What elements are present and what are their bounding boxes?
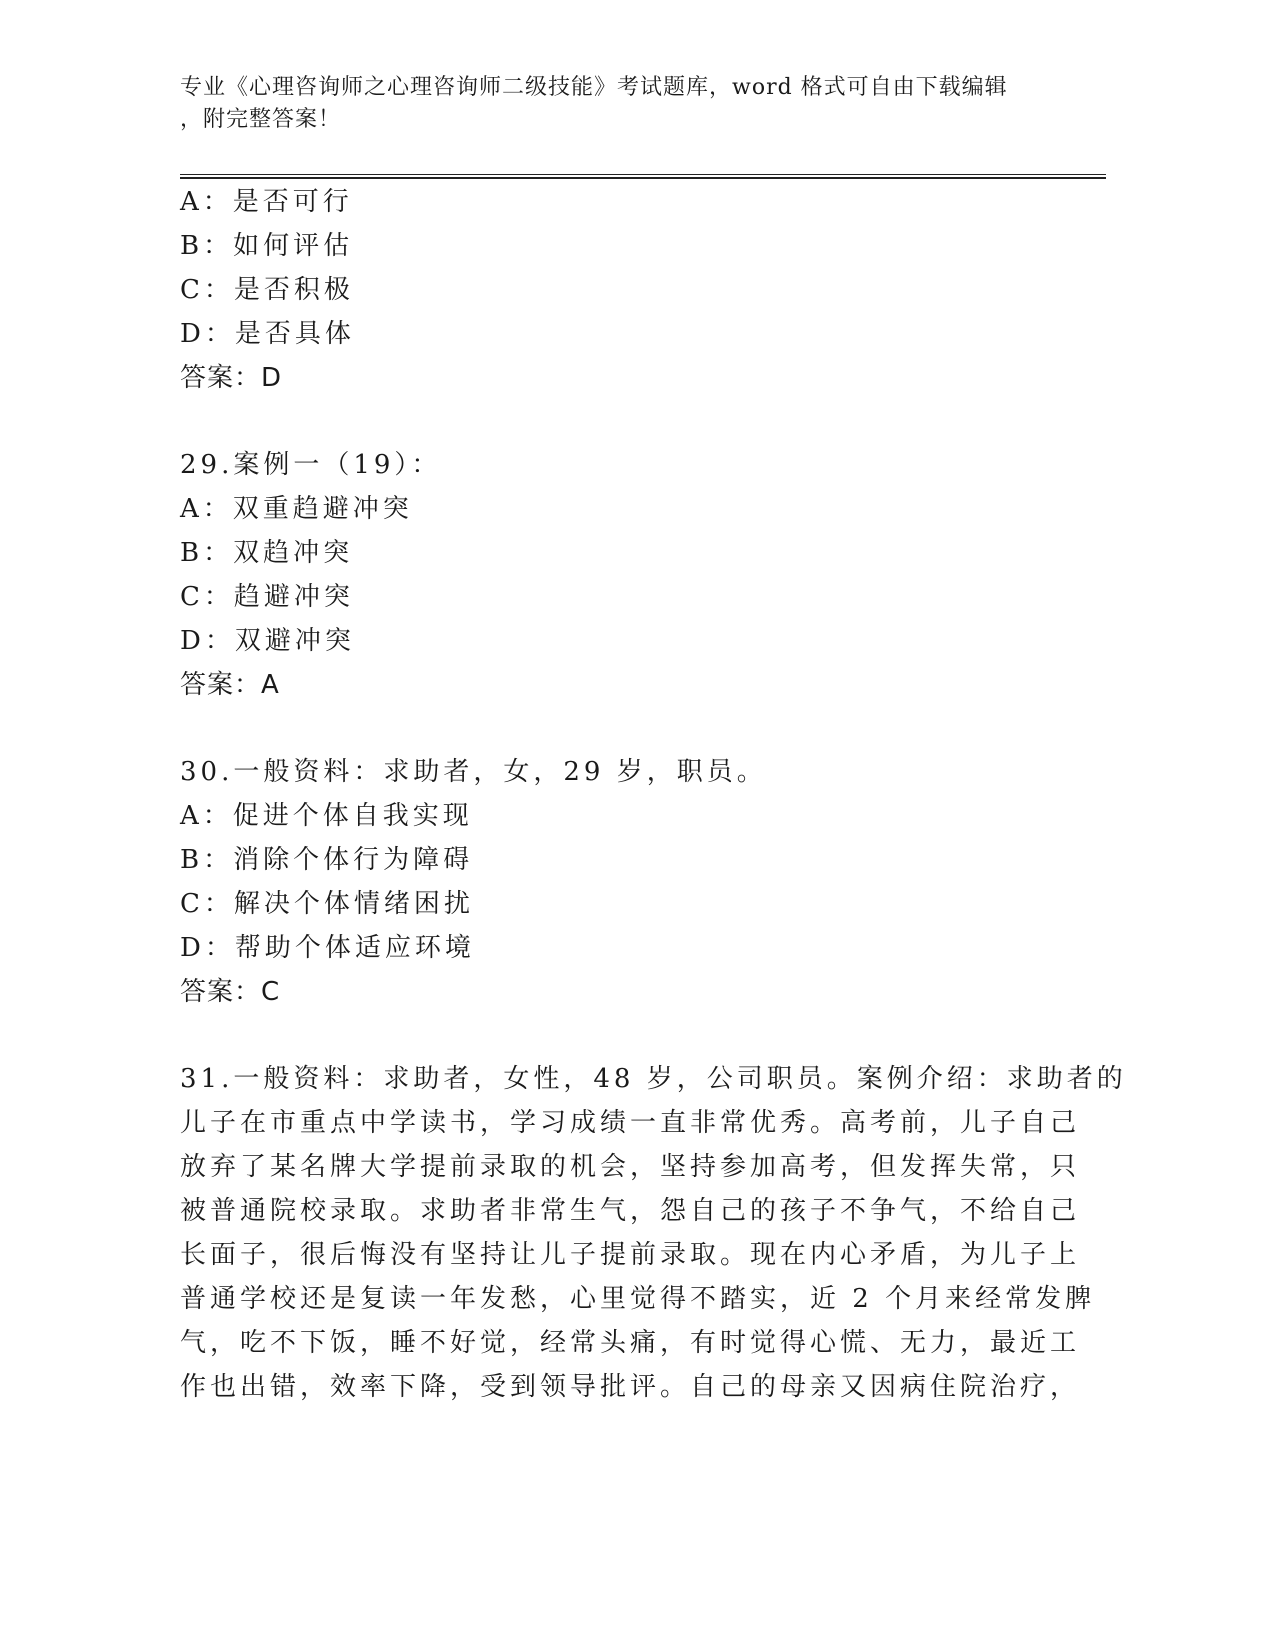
option-a: A：双重趋避冲突 — [180, 494, 413, 524]
option-d: D：帮助个体适应环境 — [180, 933, 475, 963]
paragraph-line: 作也出错，效率下降，受到领导批评。自己的母亲又因病住院治疗， — [180, 1372, 1081, 1402]
spacer — [180, 1014, 1040, 1057]
paragraph-line: 儿子在市重点中学读书，学习成绩一直非常优秀。高考前，儿子自己 — [180, 1108, 1081, 1138]
spacer — [180, 400, 1040, 443]
question-29 — [180, 443, 1040, 707]
answer: 答案：D — [180, 363, 283, 393]
option-d: D：是否具体 — [180, 319, 355, 349]
paragraph-line: 放弃了某名牌大学提前录取的机会，坚持参加高考，但发挥失常，只 — [180, 1152, 1081, 1182]
header-divider — [180, 174, 1106, 179]
paragraph-line: 气，吃不下饭，睡不好觉，经常头痛，有时觉得心慌、无力，最近工 — [180, 1328, 1081, 1358]
header-line-2: ，附完整答案！ — [180, 107, 342, 132]
spacer — [180, 707, 1040, 750]
option-d: D：双避冲突 — [180, 626, 355, 656]
option-a: A：是否可行 — [180, 187, 353, 217]
question-text: 30.一般资料：求助者，女，29 岁，职员。 — [180, 757, 767, 787]
document-header — [180, 72, 1040, 136]
option-b: B：如何评估 — [180, 231, 354, 261]
option-c: C：趋避冲突 — [180, 582, 354, 612]
document-body — [180, 180, 1127, 1409]
option-b: B：双趋冲突 — [180, 538, 354, 568]
paragraph-line: 被普通院校录取。求助者非常生气，怨自己的孩子不争气，不给自己 — [180, 1196, 1081, 1226]
question-31 — [180, 1057, 1127, 1409]
option-b: B：消除个体行为障碍 — [180, 845, 474, 875]
question-28 — [180, 180, 1040, 400]
paragraph-line: 长面子，很后悔没有坚持让儿子提前录取。现在内心矛盾，为儿子上 — [180, 1240, 1081, 1270]
paragraph-line: 普通学校还是复读一年发愁，心里觉得不踏实，近 2 个月来经常发脾 — [180, 1284, 1096, 1314]
option-c: C：解决个体情绪困扰 — [180, 889, 474, 919]
paragraph-line: 31.一般资料：求助者，女性，48 岁，公司职员。案例介绍：求助者的 — [180, 1064, 1127, 1094]
answer: 答案：C — [180, 977, 281, 1007]
option-c: C：是否积极 — [180, 275, 354, 305]
question-text: 29.案例一（19）： — [180, 450, 442, 480]
option-a: A：促进个体自我实现 — [180, 801, 473, 831]
question-30 — [180, 750, 1040, 1014]
header-line-1: 专业《心理咨询师之心理咨询师二级技能》考试题库，word 格式可自由下载编辑 — [180, 75, 1008, 100]
answer: 答案：A — [180, 670, 280, 700]
